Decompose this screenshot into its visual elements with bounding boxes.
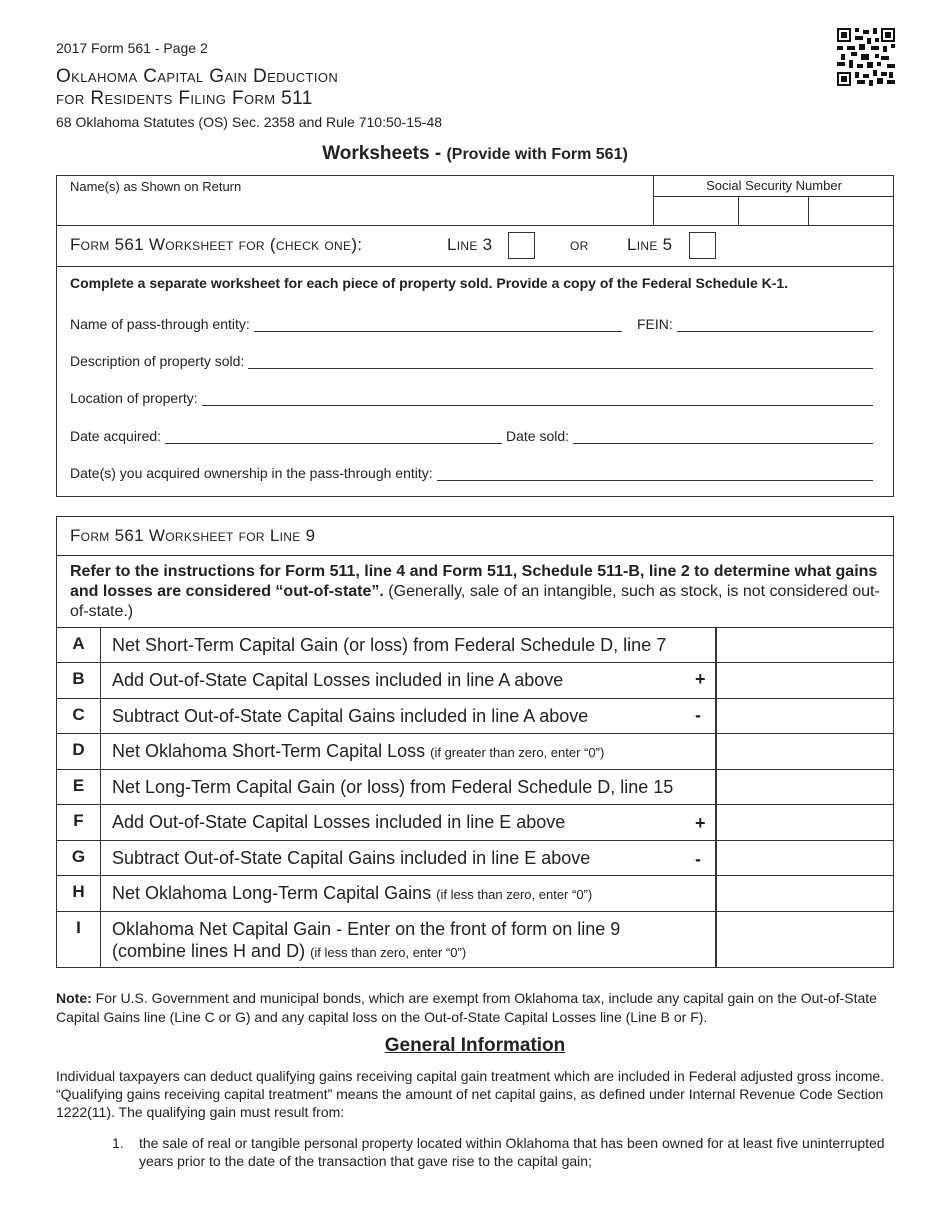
description-input[interactable] <box>248 355 873 369</box>
line-letter: F <box>57 805 101 840</box>
line-d-amount-input[interactable] <box>715 734 893 769</box>
worksheet2-title-row <box>57 517 893 556</box>
line-h-amount-input[interactable] <box>715 876 893 911</box>
names-row <box>57 176 893 226</box>
line-main-text: Net Oklahoma Long-Term Capital Gains <box>112 883 432 903</box>
line-description: Add Out-of-State Capital Losses included in line A above <box>112 670 564 690</box>
names-label: Name(s) as Shown on Return <box>70 179 242 194</box>
ownership-dates-label: Date(s) you acquired ownership in the pass-through entity: <box>70 465 433 481</box>
location-label: Location of property: <box>70 390 198 406</box>
statute-reference: 68 Oklahoma Statutes (OS) Sec. 2358 and Rule 710:50-15-48 <box>56 114 443 130</box>
line-letter: A <box>57 628 101 662</box>
line-note: (if less than zero, enter “0”) <box>310 945 467 960</box>
worksheet-line-h <box>57 875 893 911</box>
date-acquired-label: Date acquired: <box>70 428 162 444</box>
line-c-amount-input[interactable] <box>715 699 893 733</box>
worksheet-line-d <box>57 733 893 769</box>
date-sold-input[interactable] <box>573 430 873 444</box>
line-e-amount-input[interactable] <box>715 770 893 804</box>
worksheets-title: Worksheets - <box>322 143 447 164</box>
line3-checkbox[interactable] <box>508 232 535 259</box>
line-g-amount-input[interactable] <box>715 841 893 875</box>
qr-code-icon <box>837 28 895 86</box>
bonds-note <box>56 989 896 1027</box>
page-label: 2017 Form 561 - Page 2 <box>56 40 208 56</box>
worksheet2-title: Form 561 Worksheet for Line 9 <box>70 526 316 545</box>
form-title <box>56 66 338 110</box>
description-label: Description of property sold: <box>70 353 245 369</box>
line-letter: B <box>57 663 101 698</box>
date-acquired-input[interactable] <box>165 430 502 444</box>
date-sold-field <box>506 428 873 444</box>
worksheet1-instruction: Complete a separate worksheet for each piece of property sold. Provide a copy of the Federal Schedule K-1. <box>70 275 789 291</box>
line-description: Net Short-Term Capital Gain (or loss) from Federal Schedule D, line 7 <box>112 635 667 655</box>
fein-label: FEIN: <box>637 316 673 332</box>
ssn-cell-divider <box>738 196 739 226</box>
line-letter: G <box>57 841 101 875</box>
description-field <box>70 353 873 369</box>
fein-field <box>637 316 873 332</box>
ssn-field[interactable] <box>653 176 893 226</box>
worksheet2-instruction <box>70 562 880 622</box>
location-input[interactable] <box>202 392 873 406</box>
general-info-paragraph: Individual taxpayers can deduct qualifying gains receiving capital gain treatment which are included in Federal adjusted gross income. “Qualifying gains receiving capital treatment” means the amount of net capital gains, as defined under Internal Revenue Code Section 1222(11). The qualifying gain must result from: <box>56 1068 885 1120</box>
line-main-text-2: (combine lines H and D) <box>112 941 306 961</box>
line-description: Net Long-Term Capital Gain (or loss) from Federal Schedule D, line 15 <box>112 777 674 797</box>
entity-name-input[interactable] <box>254 318 622 332</box>
minus-sign: - <box>695 849 701 869</box>
line3-label: Line 3 <box>447 235 493 254</box>
ownership-dates-field <box>70 465 873 481</box>
date-sold-label: Date sold: <box>506 428 570 444</box>
ssn-cell-divider <box>808 196 809 226</box>
date-acquired-field <box>70 428 502 444</box>
line-letter: D <box>57 734 101 769</box>
line-description <box>112 740 604 764</box>
line-b-amount-input[interactable] <box>715 663 893 698</box>
title-line-1: Oklahoma Capital Gain Deduction <box>56 66 339 87</box>
list-item-number: 1. <box>112 1135 124 1151</box>
or-label: or <box>570 235 589 254</box>
worksheet-line-i <box>57 911 893 967</box>
worksheets-subtitle: (Provide with Form 561) <box>446 146 628 163</box>
check-one-title: Form 561 Worksheet for (check one): <box>70 235 363 254</box>
line-note: (if less than zero, enter “0”) <box>436 887 593 902</box>
worksheet-line3-line5 <box>56 175 894 497</box>
line-note: (if greater than zero, enter “0”) <box>430 745 605 760</box>
ssn-divider <box>654 196 894 197</box>
worksheet2-instruction-normal: (Generally, sale of an intangible, such as stock, is not considered out-of-state.) <box>70 583 880 620</box>
line-letter: I <box>57 912 101 967</box>
worksheets-heading <box>0 143 950 165</box>
general-info-title: General Information <box>384 1035 566 1056</box>
ssn-label: Social Security Number <box>706 178 842 193</box>
note-text: For U.S. Government and municipal bonds, which are exempt from Oklahoma tax, include any capital gain on the Out-of-State Capital Gains line (Line C or G) and any capital loss on the Out-of-State Capital Losses line (Line B or F). <box>56 990 877 1025</box>
plus-sign: + <box>695 813 706 833</box>
line-description: Subtract Out-of-State Capital Gains included in line A above <box>112 706 589 726</box>
worksheet-line-g <box>57 840 893 875</box>
worksheet-line-b <box>57 662 893 698</box>
line-description: Add Out-of-State Capital Losses included in line E above <box>112 812 566 832</box>
line-description <box>112 882 592 906</box>
worksheet2-instruction-bold: Refer to the instructions for Form 511, line 4 and Form 511, Schedule 511-B, line 2 to determine what gains and losses are considered “out-of-state”. <box>70 563 878 600</box>
line-letter: H <box>57 876 101 911</box>
ownership-dates-input[interactable] <box>437 467 873 481</box>
line-description: Subtract Out-of-State Capital Gains included in line E above <box>112 848 591 868</box>
worksheet-line-e <box>57 769 893 804</box>
title-line-2: for Residents Filing Form 511 <box>56 88 313 109</box>
line-f-amount-input[interactable] <box>715 805 893 840</box>
note-label: Note: <box>56 990 92 1006</box>
line-i-amount-input[interactable] <box>715 912 893 967</box>
location-field <box>70 390 873 406</box>
list-item <box>112 1134 892 1170</box>
line-main-text: Net Oklahoma Short-Term Capital Loss <box>112 741 426 761</box>
worksheet-line-f <box>57 804 893 840</box>
line-description <box>112 918 620 964</box>
line5-label: Line 5 <box>627 235 673 254</box>
list-item-text: the sale of real or tangible personal property located within Oklahoma that has been owned for at least five uninterrupted years prior to the date of the transaction that gave rise to the capital gain; <box>139 1135 885 1169</box>
fein-input[interactable] <box>677 318 873 332</box>
minus-sign: - <box>695 705 701 725</box>
plus-sign: + <box>695 669 706 689</box>
line-main-text: Oklahoma Net Capital Gain - Enter on the front of form on line 9 <box>112 919 621 939</box>
line-letter: E <box>57 770 101 804</box>
line-a-amount-input[interactable] <box>715 628 893 662</box>
worksheet-line-a <box>57 627 893 662</box>
worksheet-line-c <box>57 698 893 733</box>
line5-checkbox[interactable] <box>689 232 716 259</box>
entity-name-label: Name of pass-through entity: <box>70 316 250 332</box>
entity-name-field <box>70 316 622 332</box>
worksheet-line9 <box>56 516 894 968</box>
line-letter: C <box>57 699 101 733</box>
check-one-row <box>57 226 893 267</box>
